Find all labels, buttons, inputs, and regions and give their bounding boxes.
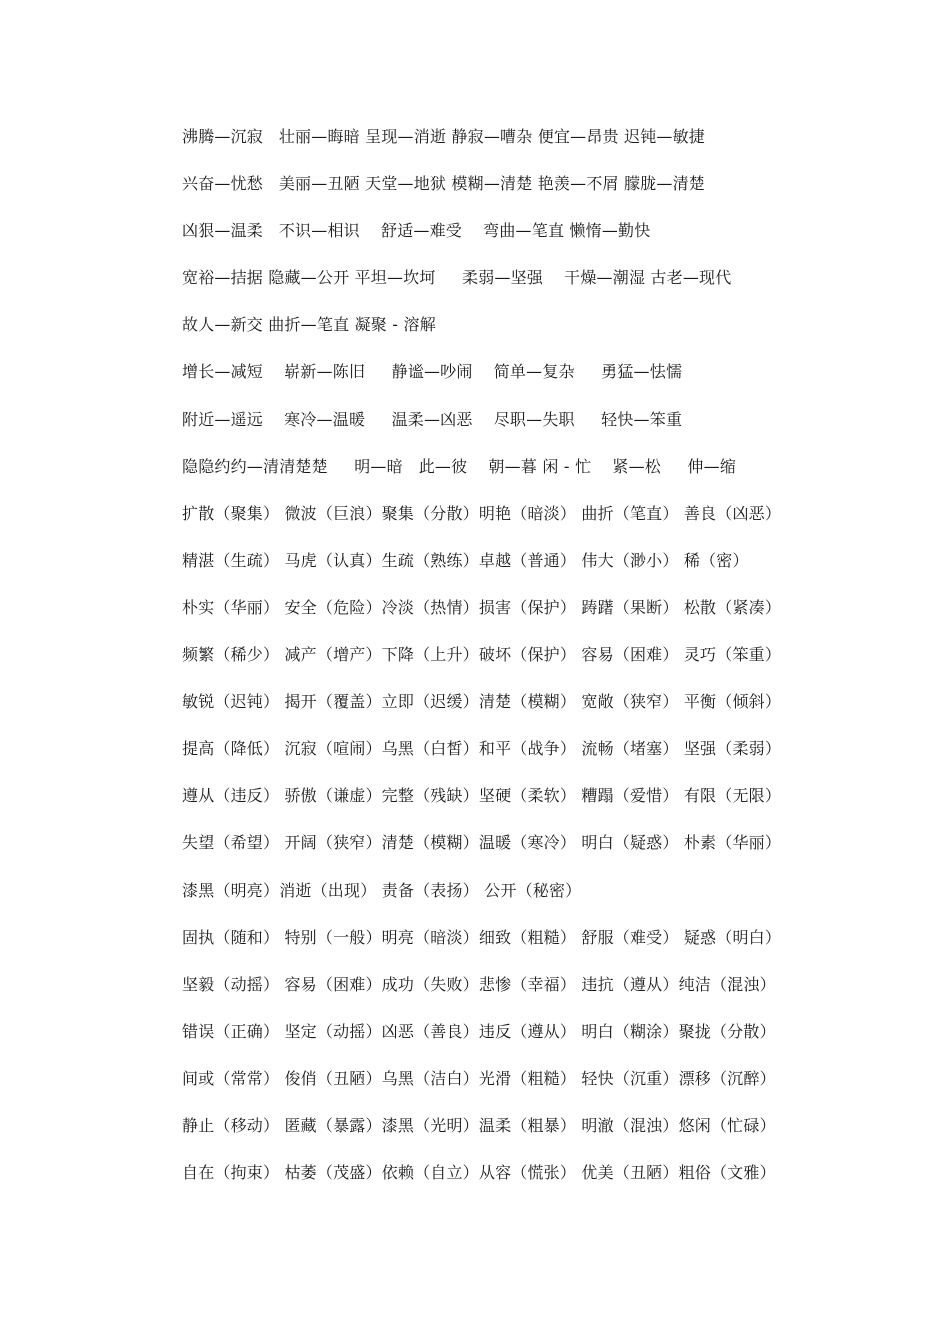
text-line: 间或（常常） 俊俏（丑陋）乌黑（洁白）光滑（粗糙） 轻快（沉重）漂移（沉醉） <box>182 1068 776 1088</box>
text-line: 凶狠—温柔 不识—相识 舒适—难受 弯曲—笔直 懒惰—勤快 <box>182 221 651 241</box>
text-line: 兴奋—忧愁 美丽—丑陋 天堂—地狱 模糊—清楚 艳羡—不屑 朦胧—清楚 <box>182 174 706 194</box>
text-line: 附近—遥远 寒冷—温暖 温柔—凶恶 尽职—失职 轻快—笨重 <box>182 409 683 429</box>
text-line: 朴实（华丽） 安全（危险）冷淡（热情）损害（保护） 踌躇（果断） 松散（紧凑） <box>182 597 782 617</box>
text-line: 失望（希望） 开阔（狭窄）清楚（模糊）温暖（寒冷） 明白（疑惑） 朴素（华丽） <box>182 833 782 853</box>
text-line: 隐隐约约—清清楚楚 明—暗 此—彼 朝—暮 闲 - 忙 紧—松 伸—缩 <box>182 456 737 476</box>
text-line: 扩散（聚集） 微波（巨浪）聚集（分散）明艳（暗淡） 曲折（笔直） 善良（凶恶） <box>182 503 782 523</box>
text-line: 坚毅（动摇） 容易（困难）成功（失败）悲惨（幸福） 违抗（遵从）纯洁（混浊） <box>182 974 776 994</box>
text-line: 提高（降低） 沉寂（喧闹）乌黑（白皙）和平（战争） 流畅（堵塞） 坚强（柔弱） <box>182 739 782 759</box>
text-line: 漆黑（明亮）消逝（出现） 责备（表扬） 公开（秘密） <box>182 880 582 900</box>
text-line: 故人—新交 曲折—笔直 凝聚 - 溶解 <box>182 315 436 335</box>
text-line: 沸腾—沉寂 壮丽—晦暗 呈现—消逝 静寂—嘈杂 便宜—昂贵 迟钝—敏捷 <box>182 127 706 146</box>
antonym-list <box>182 125 882 1208</box>
text-line: 增长—减短 崭新—陈旧 静谧—吵闹 简单—复杂 勇猛—怯懦 <box>182 362 683 382</box>
text-line: 错误（正确） 坚定（动摇）凶恶（善良）违反（遵从） 明白（糊涂）聚拢（分散） <box>182 1021 776 1041</box>
text-line: 宽裕—拮据 隐藏—公开 平坦—坎坷 柔弱—坚强 干燥—潮湿 古老—现代 <box>182 268 732 288</box>
text-line: 遵从（违反） 骄傲（谦虚）完整（残缺）坚硬（柔软） 糟蹋（爱惜） 有限（无限） <box>182 786 782 806</box>
text-line: 频繁（稀少） 减产（增产）下降（上升）破坏（保护） 容易（困难） 灵巧（笨重） <box>182 645 782 665</box>
text-line: 固执（随和） 特别（一般）明亮（暗淡）细致（粗糙） 舒服（难受） 疑惑（明白） <box>182 927 782 947</box>
text-line: 精湛（生疏） 马虎（认真）生疏（熟练）卓越（普通） 伟大（渺小） 稀（密） <box>182 550 749 570</box>
text-line: 自在（拘束） 枯萎（茂盛）依赖（自立）从容（慌张） 优美（丑陋）粗俗（文雅） <box>182 1163 776 1183</box>
text-line: 敏锐（迟钝） 揭开（覆盖）立即（迟缓）清楚（模糊） 宽敞（狭窄） 平衡（倾斜） <box>182 692 782 712</box>
text-line: 静止（移动） 匿藏（暴露）漆黑（光明）温柔（粗暴） 明澈（混浊）悠闲（忙碌） <box>182 1115 776 1135</box>
